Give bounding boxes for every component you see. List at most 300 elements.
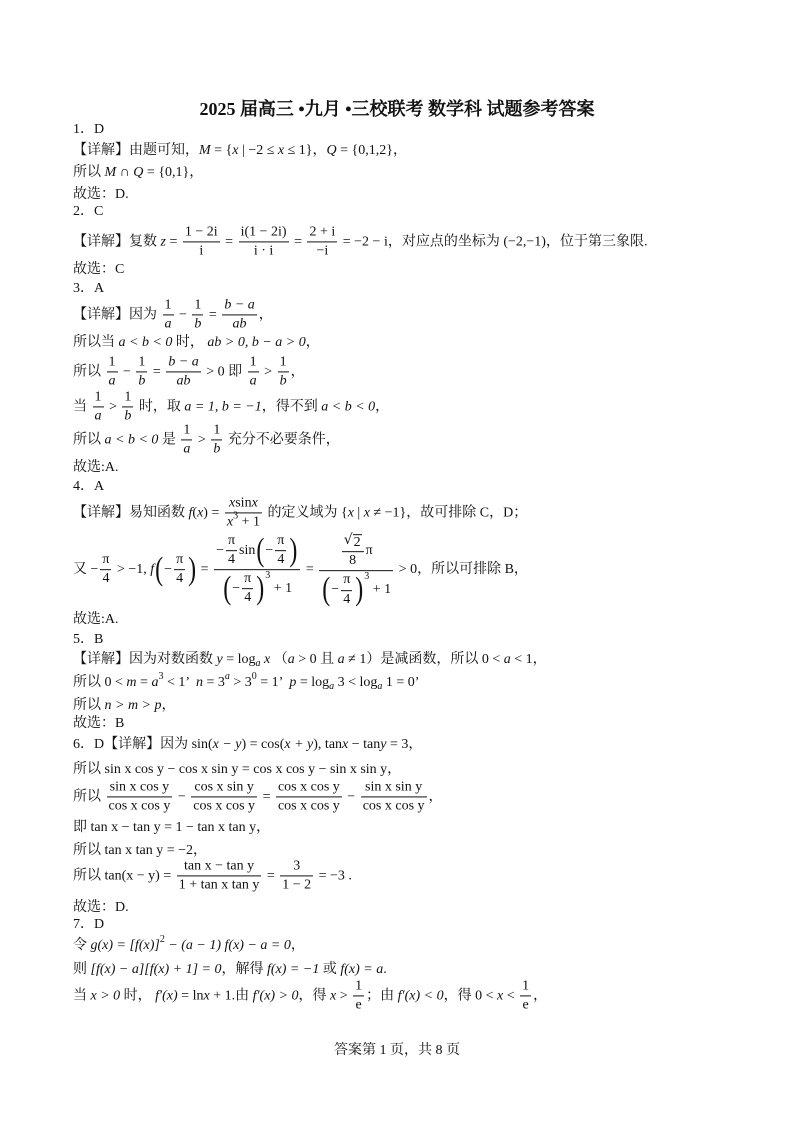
text-run: π (365, 542, 373, 558)
fraction-numerator (107, 779, 173, 797)
radicand: 2 (353, 535, 361, 551)
fraction (276, 779, 342, 814)
text-run: 1．D (73, 121, 105, 137)
text-run: sin (239, 542, 256, 558)
solution-line (73, 671, 420, 692)
parenthesized-group (154, 552, 197, 587)
fraction (239, 224, 289, 259)
text-run: 1 (183, 422, 191, 438)
math-variable: ab (232, 316, 247, 332)
solution-line (73, 165, 203, 181)
fraction (93, 389, 104, 424)
text-run: 【详解】复数 (73, 233, 161, 249)
solution-line (73, 460, 119, 476)
text-run: cos x cos y (108, 798, 171, 814)
text-run: . (383, 961, 387, 977)
fraction (192, 297, 203, 332)
fraction-numerator (191, 779, 257, 797)
fraction-numerator (192, 297, 203, 315)
math-variable: M (199, 142, 211, 158)
text-run: − (175, 306, 191, 322)
math-variable: n > m > p (104, 697, 162, 713)
math-variable: x (363, 504, 370, 520)
math-variable: b (138, 373, 146, 389)
math-variable: f′(x) > 0 (252, 987, 299, 1003)
text-run: > 3 (229, 674, 252, 690)
text-run: − (174, 788, 190, 804)
fraction-denominator (280, 877, 313, 894)
fraction-denominator (341, 591, 352, 608)
text-run: 4 (176, 571, 184, 587)
text-run: 1 − 2 (282, 877, 312, 893)
text-run: − (265, 542, 274, 558)
text-run: sin x sin y (365, 779, 423, 795)
solution-line (73, 187, 129, 203)
text-run: 所以 (73, 431, 105, 447)
text-run: 6．D【详解】因为 sin( (73, 736, 213, 752)
fraction (226, 533, 237, 568)
math-variable: M (104, 164, 117, 180)
math-variable: a < b < 0 (321, 398, 376, 414)
text-run: 令 (73, 937, 91, 953)
page-title: 2025 届高三 •九月 •三校联考 数学科 试题参考答案 (199, 99, 595, 119)
math-variable: a (108, 373, 116, 389)
math-variable: [f(x) − a][f(x) + 1] = 0 (90, 961, 222, 977)
answer-key-heading (73, 122, 104, 138)
solution-line (73, 820, 270, 836)
text-run: 【详解】由题可知， (73, 142, 199, 158)
math-variable: x (232, 142, 239, 158)
fraction (307, 224, 337, 259)
text-run: 4 (343, 591, 351, 607)
fraction-denominator (214, 570, 300, 606)
text-run: = (302, 561, 318, 577)
text-run: e (355, 997, 362, 1013)
text-run: cos x sin y (194, 779, 254, 795)
math-variable: g(x) = [f(x)] (90, 937, 160, 953)
fraction-denominator (211, 441, 222, 458)
text-run: 1 (355, 978, 363, 994)
text-run: 即 tan x − tan y = 1 − tan x tan y， (73, 819, 271, 835)
math-variable: x (342, 736, 349, 752)
text-run: = log (222, 651, 256, 667)
text-run: 的定义域为 { (263, 504, 348, 520)
text-run: 又 − (73, 561, 99, 577)
fraction-denominator (166, 373, 200, 390)
fraction-numerator (361, 779, 427, 797)
text-run: = (165, 233, 181, 249)
text-run: 3 < log (334, 674, 378, 690)
text-run: π (102, 552, 110, 568)
fraction (278, 354, 289, 389)
fraction-numerator (353, 978, 364, 996)
fraction (242, 571, 253, 606)
fraction-denominator (342, 553, 364, 570)
text-run: 时，取 (135, 398, 185, 414)
text-run: 故选：B (73, 715, 125, 731)
fraction-numerator (341, 573, 352, 591)
text-run: = {0,1}， (143, 164, 204, 180)
fraction (225, 495, 262, 530)
text-run: 故选：D. (73, 186, 129, 202)
text-run: 1 (94, 389, 102, 405)
text-run: ， (258, 306, 273, 322)
fraction-denominator (319, 572, 393, 608)
text-run: = 3 (202, 674, 225, 690)
answer-key-heading (73, 479, 104, 495)
text-run: sin x cos y (109, 779, 170, 795)
text-run: 所以 (73, 164, 105, 180)
fraction-denominator (361, 798, 427, 815)
text-run: 2 + i (309, 224, 336, 240)
math-variable: z (160, 233, 166, 249)
math-variable: Q (133, 164, 144, 180)
text-run: 【详解】因为 (73, 306, 161, 322)
fraction-numerator (225, 495, 262, 513)
fraction (280, 858, 313, 893)
fraction-numerator (275, 533, 286, 551)
text-run: 4 (102, 571, 110, 587)
text-run: ， (290, 937, 305, 953)
text-run: 是 (158, 431, 180, 447)
math-variable: x > 0 (90, 987, 121, 1003)
text-run: ，得 0 < (443, 987, 497, 1003)
text-run: = {0,1,2}， (336, 142, 407, 158)
text-run: cos x cos y (193, 798, 256, 814)
fraction-denominator (353, 997, 364, 1014)
math-variable: f(x) = a (340, 961, 384, 977)
text-run: ， (375, 398, 390, 414)
fraction (191, 779, 257, 814)
math-variable: b − a (224, 297, 255, 313)
math-variable: a (287, 651, 295, 667)
text-run: ) = cos( (241, 736, 285, 752)
superscript: 3 (364, 571, 370, 583)
fraction (177, 858, 262, 893)
text-run: （ (270, 651, 288, 667)
text-run: > 0 即 (202, 363, 246, 379)
text-run: ， (161, 697, 176, 713)
left-parenthesis: ( (322, 572, 331, 608)
text-run: 或 (319, 961, 341, 977)
fraction (107, 354, 118, 389)
math-variable: y (216, 651, 223, 667)
text-run: π (277, 533, 285, 549)
text-run: ，得不到 (261, 398, 322, 414)
fraction-denominator (222, 316, 256, 333)
fraction-numerator (181, 422, 192, 440)
math-variable: a (503, 651, 511, 667)
text-run: 1 (108, 354, 116, 370)
fraction-denominator (107, 373, 118, 390)
text-run: 所以当 (73, 334, 119, 350)
text-run: cos x cos y (277, 779, 340, 795)
text-run: − (119, 363, 135, 379)
left-parenthesis: ( (223, 571, 232, 607)
text-run: 5．B (73, 631, 104, 647)
square-root (344, 532, 362, 550)
fraction-denominator (177, 877, 262, 894)
right-parenthesis: ) (355, 572, 364, 608)
text-run: π (227, 533, 236, 549)
text-run: 当 (73, 398, 91, 414)
fraction-denominator (248, 373, 259, 390)
text-run: ∩ (116, 164, 134, 180)
fraction-denominator (307, 243, 337, 260)
text-run: 时， (172, 334, 208, 350)
text-run: ， (305, 334, 320, 350)
text-run: 1 (164, 297, 172, 313)
math-variable: x (251, 495, 258, 511)
text-run: cos x cos y (277, 798, 340, 814)
solution-line (73, 389, 389, 424)
text-run: 所以 tan x tan y = −2， (73, 842, 207, 858)
math-variable: a (183, 441, 191, 457)
text-run: 【详解】因为对数函数 (73, 651, 217, 667)
text-run: 所以 sin x cos y − cos x sin y = cos x cos y − sin x sin y， (73, 761, 402, 777)
text-run: 所以 (73, 788, 105, 804)
fraction-denominator (181, 441, 192, 458)
math-variable: x (347, 504, 354, 520)
fraction-denominator (163, 316, 174, 333)
text-run: 当 (73, 987, 91, 1003)
text-run: + 1 (270, 581, 293, 597)
math-variable: a < b < 0 (118, 334, 173, 350)
solution-line (73, 532, 528, 608)
text-run: 3．A (73, 280, 105, 296)
fraction-numerator (276, 779, 342, 797)
math-variable: n (195, 674, 203, 690)
text-run: < 1’ (163, 674, 196, 690)
fraction-numerator (319, 532, 393, 571)
answer-key-heading (73, 917, 104, 933)
text-run: − (331, 582, 340, 598)
fraction-numerator (211, 422, 222, 440)
math-variable: b (194, 316, 202, 332)
solution-line (73, 716, 124, 732)
text-run: > (336, 987, 352, 1003)
page-footer: 答案第 1 页，共 8 页 (334, 1043, 460, 1058)
text-run: 8 (349, 553, 357, 569)
fraction-numerator (136, 354, 147, 372)
text-run: 1 (213, 422, 221, 438)
fraction-denominator (107, 798, 173, 815)
fraction-denominator (136, 373, 147, 390)
text-run: = ln (177, 987, 204, 1003)
math-variable: x (203, 987, 210, 1003)
solution-line (73, 762, 401, 778)
math-variable: b (279, 373, 287, 389)
text-run: − (343, 788, 359, 804)
text-run: > −1, (113, 561, 151, 577)
math-variable: p (289, 674, 297, 690)
fraction (174, 552, 185, 587)
math-variable: a = 1, b = −1 (184, 398, 262, 414)
fraction-denominator (192, 316, 203, 333)
text-run: = (259, 788, 274, 804)
fraction (122, 389, 133, 424)
text-run: 所以 (73, 363, 105, 379)
text-run: e (522, 997, 529, 1013)
text-run: = log (296, 674, 330, 690)
text-run: = (136, 674, 152, 690)
text-run: 1 (522, 978, 530, 994)
subscript: a (377, 681, 383, 692)
parenthesized-group (222, 571, 265, 606)
text-run: 1 (249, 354, 257, 370)
text-run: ，解得 (221, 961, 267, 977)
solution-line (73, 422, 340, 457)
text-run: 4 (228, 552, 235, 568)
text-run: = { (210, 142, 233, 158)
text-run: 1 = 0’ (382, 674, 420, 690)
text-run: < (503, 987, 519, 1003)
fraction-numerator (520, 978, 531, 996)
superscript: 3 (233, 510, 239, 522)
fraction-numerator (307, 224, 337, 242)
text-run: ≠ 1）是减函数，所以 0 < (344, 651, 504, 667)
fraction-numerator (174, 552, 185, 570)
math-variable: x (264, 651, 271, 667)
text-run: ， (533, 987, 548, 1003)
text-run: = (205, 306, 221, 322)
text-run: π (244, 571, 252, 587)
text-run: 1 (279, 354, 287, 370)
math-variable: f (150, 561, 155, 577)
solution-line (73, 612, 119, 628)
text-run: 4 (244, 590, 252, 606)
math-variable: a (164, 316, 172, 332)
fraction-numerator (183, 224, 220, 242)
text-run: > (260, 363, 276, 379)
math-variable: f′(x) < 0 (397, 987, 444, 1003)
solution-line (73, 698, 176, 714)
solution-line (73, 652, 547, 668)
text-run: 1 + tan x tan y (178, 877, 260, 893)
superscript: 0 (251, 671, 257, 682)
text-run: 充分不必要条件， (224, 431, 340, 447)
math-variable: f (188, 504, 193, 520)
text-run: | −2 ≤ (238, 142, 278, 158)
text-run: 1 − 2i (184, 224, 218, 240)
text-run: < 1， (510, 651, 547, 667)
fraction-numerator (163, 297, 174, 315)
math-variable: x (277, 142, 285, 158)
fraction-denominator (100, 570, 111, 587)
text-run: 4．A (73, 478, 105, 494)
parenthesized-group (321, 573, 364, 608)
text-run: − (164, 561, 173, 577)
text-run: 故选:A. (73, 611, 119, 627)
text-run: + 1.由 (209, 987, 253, 1003)
text-run: 2．C (73, 203, 104, 219)
text-run: 所以 0 < (73, 674, 127, 690)
fraction-numerator (280, 858, 313, 876)
fraction-denominator (191, 798, 257, 815)
text-run: ), tan (313, 736, 343, 752)
math-variable: y (380, 736, 387, 752)
fraction-denominator (225, 510, 262, 531)
math-variable: b (213, 441, 221, 457)
fraction (100, 552, 111, 587)
text-run: > 0 且 (294, 651, 338, 667)
fraction (183, 224, 220, 259)
fraction-numerator (93, 389, 104, 407)
math-variable: a < b < 0 (104, 431, 159, 447)
fraction (248, 354, 259, 389)
fraction (107, 779, 173, 814)
solution-line (73, 335, 320, 351)
text-run: 则 (73, 961, 91, 977)
text-run: π (176, 552, 184, 568)
text-run: > (105, 398, 121, 414)
text-run: = (197, 561, 213, 577)
text-run: = 3， (386, 736, 423, 752)
math-variable: f′(x) (155, 987, 178, 1003)
text-run: − (232, 581, 241, 597)
solution-line (73, 354, 305, 389)
text-run: = −3 . (315, 867, 352, 883)
fraction (181, 422, 192, 457)
fraction (341, 573, 352, 608)
fraction-numerator (122, 389, 133, 407)
fraction-numerator (342, 532, 364, 552)
math-variable: x (229, 495, 236, 511)
fraction-denominator (242, 590, 253, 607)
left-parenthesis: ( (155, 552, 164, 588)
text-run: 【详解】易知函数 (73, 504, 189, 520)
solution-line (73, 224, 647, 259)
fraction (163, 297, 174, 332)
text-run: i · i (253, 243, 274, 259)
fraction-numerator (107, 354, 118, 372)
math-variable: x (497, 987, 504, 1003)
math-variable: a (94, 408, 102, 424)
text-run: = −2 − i，对应点的坐标为 (−2,−1)，位于第三象限. (339, 233, 648, 249)
solution-line (73, 858, 352, 893)
text-run: | (353, 504, 364, 520)
math-variable: x (226, 514, 234, 530)
radical-sign: √ (343, 532, 353, 549)
math-variable: b − a (168, 354, 199, 370)
fraction-numerator (242, 571, 253, 589)
fraction-numerator (226, 533, 237, 551)
solution-line (73, 297, 273, 332)
math-variable: ab > 0, b − a > 0 (207, 334, 306, 350)
text-run: i(1 − 2i) (240, 224, 287, 240)
solution-line (73, 978, 547, 1013)
superscript: 2 (159, 934, 165, 945)
superscript: a (224, 671, 230, 682)
solution-line (73, 143, 407, 159)
solution-line (73, 262, 124, 278)
fraction (211, 422, 222, 457)
solution-line (73, 900, 129, 916)
text-run: 所以 (73, 697, 105, 713)
text-run: = (149, 363, 165, 379)
parenthesized-group (255, 533, 298, 568)
text-run: 所以 tan(x − y) = (73, 867, 175, 883)
text-run: 3 (293, 858, 301, 874)
text-run: > 0，所以可排除 B， (395, 561, 528, 577)
text-run: 1 (124, 389, 132, 405)
text-run: 故选:A. (73, 459, 119, 475)
solution-line (73, 843, 207, 859)
text-run: sin (235, 495, 252, 511)
solution-line (73, 962, 387, 978)
fraction (275, 533, 286, 568)
text-run: + 1 (238, 514, 260, 530)
